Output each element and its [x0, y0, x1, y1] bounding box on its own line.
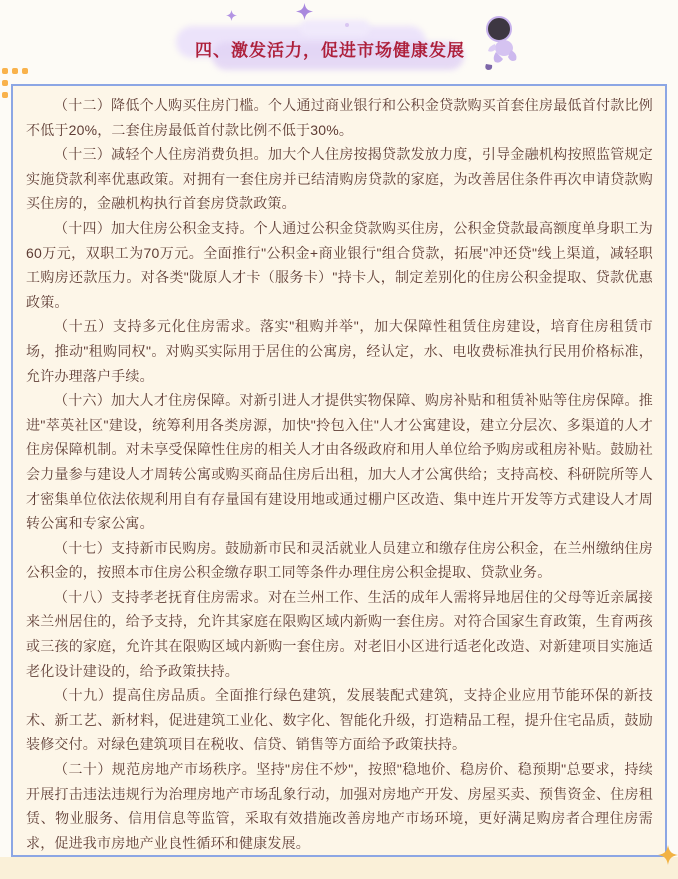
policy-paragraph-19: （十九）提高住房品质。全面推行绿色建筑，发展装配式建筑，支持企业应用节能环保的新技术、新工艺、新材料，促进建筑工业化、数字化、智能化升级，打造精品工程，提升住宅品质，鼓励装修交付。对绿色建筑项目在税收、信贷、销售等方面给予政策扶持。 [26, 687, 653, 753]
policy-paragraph-18: （十八）支持孝老抚育住房需求。对在兰州工作、生活的成年人需将异地居住的父母等近亲属接来兰州居住的，给予支持，允许其家庭在限购区域内新购一套住房。对符合国家生育政策，生育两孩或三孩的家庭，允许其在限购区域内新购一套住房。对老旧小区进行适老化改造、对新建项目实施适老化设计建设的，给予政策扶持。 [26, 588, 653, 679]
sparkle-icon [296, 3, 313, 20]
dot-grid-decoration [2, 80, 8, 86]
dot-grid-decoration [12, 68, 18, 74]
gold-sparkle-icon [658, 845, 678, 870]
policy-paragraph-15: （十五）支持多元化住房需求。落实"租购并举"，加大保障性租赁住房建设，培育住房租赁市场，推动"租购同权"。对购买实际用于居住的公寓房，经认定，水、电收费标准执行民用价格标准，允许办理落户手续。 [26, 318, 653, 384]
policy-paragraph-20: （二十）规范房地产市场秩序。坚持"房住不炒"，按照"稳地价、稳房价、稳预期"总要求，持续开展打击违法违规行为治理房地产市场乱象行动，加强对房地产开发、房屋买卖、预售资金、住房租赁、物业服务、信用信息等监管，采取有效措施改善房地产市场环境，更好满足购房者合理住房需求，促进我市房地产业良性循环和健康发展。 [26, 761, 653, 851]
policy-paragraph-13: （十三）减轻个人住房消费负担。加大个人住房按揭贷款发放力度，引导金融机构按照监管规定实施贷款利率优惠政策。对拥有一套住房并已结清购房贷款的家庭，为改善居住条件再次申请贷款购买住房的，金融机构执行首套房贷款政策。 [26, 146, 653, 212]
policy-paragraph-16: （十六）加大人才住房保障。对新引进人才提供实物保障、购房补贴和租赁补贴等住房保障。推进"萃英社区"建设，统筹利用各类房源，加快"拎包入住"人才公寓建设，建立分层次、多渠道的人才住房保障机制。对未享受保障性住房的相关人才由各级政府和用人单位给予购房或租房补贴。鼓励社会力量参与建设人才周转公寓或购买商品住房后出租，加大人才公寓供给；支持高校、科研院所等人才密集单位依法依规利用自有存量国有建设用地或通过棚户区改造、集中连片开发等方式建设人才周转公寓和专家公寓。 [26, 392, 653, 532]
astronaut-icon [474, 14, 530, 72]
sparkle-dot-icon [345, 23, 349, 27]
policy-paragraph-17: （十七）支持新市民购房。鼓励新市民和灵活就业人员建立和缴存住房公积金，在兰州缴纳住房公积金的，按照本市住房公积金缴存职工同等条件办理住房公积金提取、贷款业务。 [26, 539, 653, 581]
policy-content-box [11, 84, 667, 857]
section-header [0, 0, 678, 84]
bottom-band-decoration [0, 857, 678, 879]
dot-grid-decoration [2, 92, 8, 98]
sparkle-icon [226, 10, 237, 21]
policy-paragraph-12: （十二）降低个人购买住房门槛。个人通过商业银行和公积金贷款购买首套住房最低首付款比例不低于20%，二套住房最低首付款比例不低于30%。 [26, 97, 653, 138]
dot-grid-decoration [2, 68, 8, 74]
dot-grid-decoration [22, 68, 28, 74]
policy-paragraph-14: （十四）加大住房公积金支持。个人通过公积金贷款购买住房，公积金贷款最高额度单身职工为60万元，双职工为70万元。全面推行"公积金+商业银行"组合贷款，拓展"冲还贷"线上渠道，减轻职工购房还款压力。对各类"陇原人才卡（服务卡）"持卡人，制定差别化的住房公积金提取、贷款优惠政策。 [26, 219, 653, 310]
lavender-blob-decoration [300, 20, 370, 36]
page-title: 四、激发活力，促进市场健康发展 [195, 41, 465, 60]
